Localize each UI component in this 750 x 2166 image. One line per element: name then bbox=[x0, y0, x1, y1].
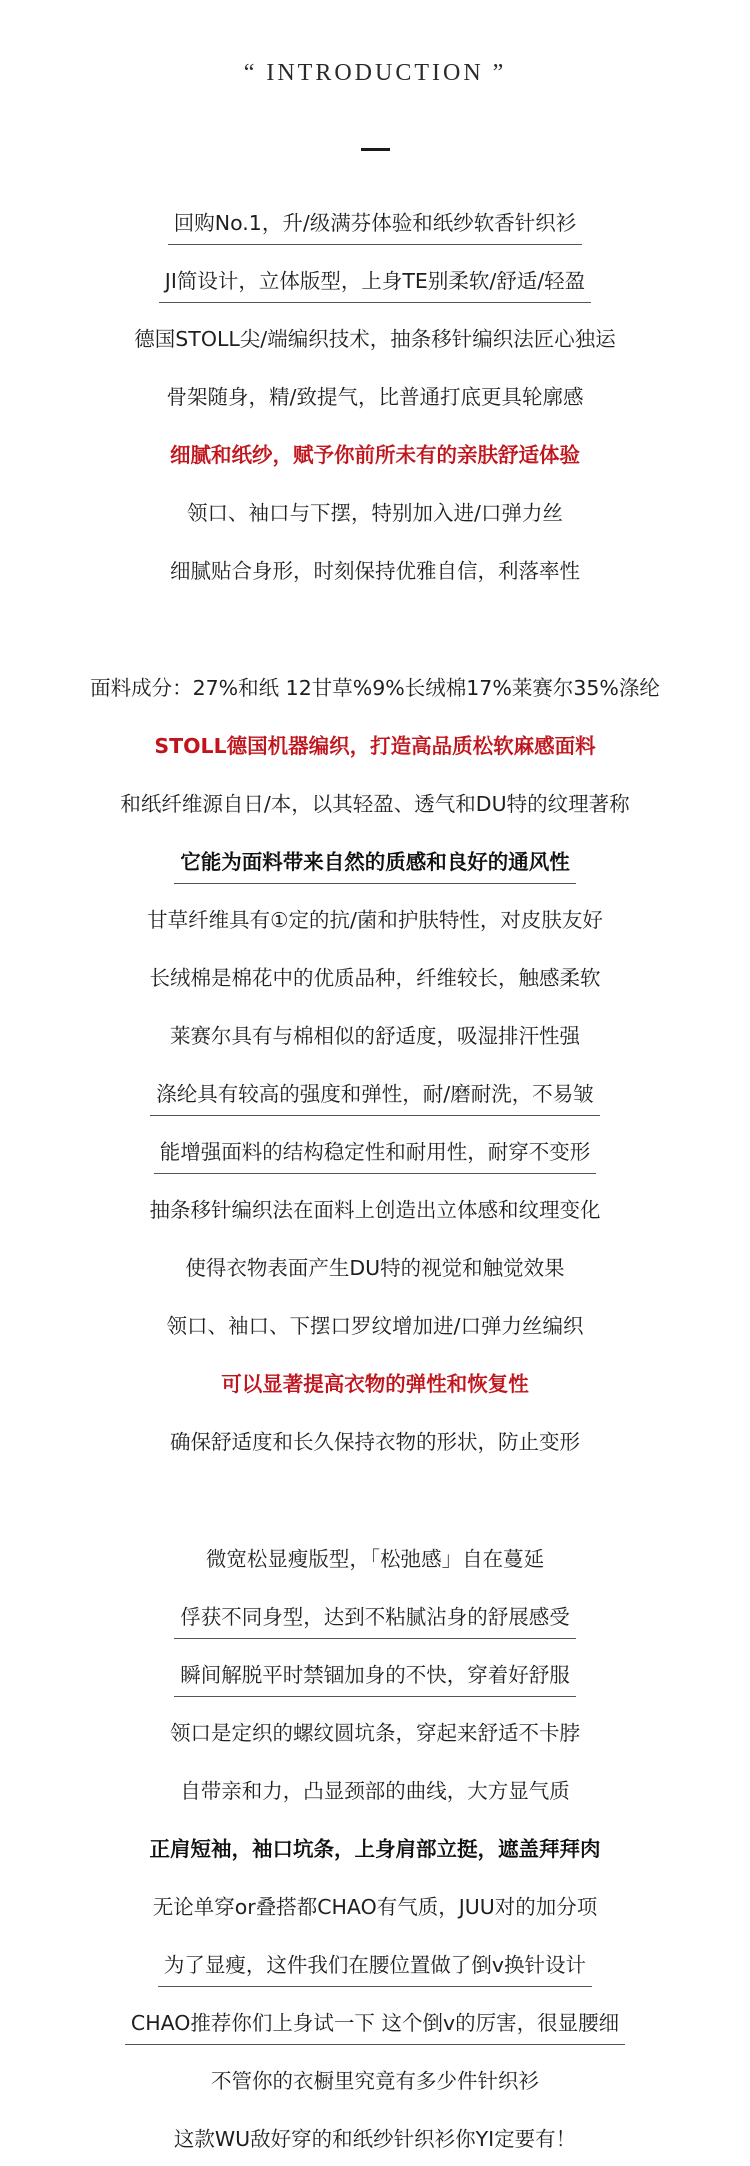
intro-line: 德国STOLL尖/端编织技术，抽条移针编织法匠心独运 bbox=[134, 327, 616, 351]
fabric-line: 能增强面料的结构稳定性和耐用性，耐穿不变形 bbox=[0, 1135, 750, 1169]
fabric-line: 莱赛尔具有与棉相似的舒适度，吸湿排汗性强 bbox=[170, 1024, 580, 1048]
fabric-highlight-line: 可以显著提高衣物的弹性和恢复性 bbox=[221, 1372, 529, 1396]
fit-line: 瞬间解脱平时禁锢加身的不快，穿着好舒服 bbox=[0, 1658, 750, 1692]
fabric-bold-line: 它能为面料带来自然的质感和良好的通风性 bbox=[0, 845, 750, 879]
intro-line: 回购No.1，升/级满芬体验和纸纱软香针织衫 bbox=[0, 206, 750, 240]
fabric-line: 确保舒适度和长久保持衣物的形状，防止变形 bbox=[170, 1430, 580, 1454]
fabric-highlight-line: STOLL德国机器编织，打造高品质松软麻感面料 bbox=[154, 734, 596, 758]
fit-line: CHAO推荐你们上身试一下 这个倒v的厉害，很显腰细 bbox=[0, 2006, 750, 2040]
intro-line: 细腻贴合身形，时刻保持优雅自信，利落率性 bbox=[170, 559, 580, 583]
fit-line: 无论单穿or叠搭都CHAO有气质，JUU对的加分项 bbox=[152, 1895, 598, 1919]
fabric-line: 使得衣物表面产生DU特的视觉和触觉效果 bbox=[185, 1256, 565, 1280]
fit-line: 这款WU敌好穿的和纸纱针织衫你YI定要有！ bbox=[173, 2127, 577, 2151]
intro-line: 骨架随身，精/致提气，比普通打底更具轮廓感 bbox=[166, 385, 584, 409]
fit-line: 为了显瘦，这件我们在腰位置做了倒v换针设计 bbox=[0, 1948, 750, 1982]
fit-line: 微宽松显瘦版型，「松弛感」自在蔓延 bbox=[205, 1547, 545, 1571]
intro-line: JI简设计，立体版型，上身TE别柔软/舒适/轻盈 bbox=[0, 264, 750, 298]
fit-bold-line: 正肩短袖，袖口坑条，上身肩部立挺，遮盖拜拜肉 bbox=[149, 1837, 601, 1861]
fit-line: 不管你的衣橱里究竟有多少件针织衫 bbox=[211, 2069, 539, 2093]
fabric-composition-line: 面料成分：27%和纸 12甘草%9%长绒棉17%莱赛尔35%涤纶 bbox=[90, 676, 660, 700]
fit-line: 自带亲和力，凸显颈部的曲线，大方显气质 bbox=[180, 1779, 570, 1803]
fabric-line: 和纸纤维源自日/本，以其轻盈、透气和DU特的纹理著称 bbox=[120, 792, 630, 816]
intro-line: 领口、袖口与下摆，特别加入进/口弹力丝 bbox=[187, 501, 563, 525]
fabric-line: 领口、袖口、下摆口罗纹增加进/口弹力丝编织 bbox=[166, 1314, 584, 1338]
fit-line: 领口是定织的螺纹圆坑条，穿起来舒适不卡脖 bbox=[170, 1721, 580, 1745]
fabric-line: 涤纶具有较高的强度和弹性，耐/磨耐洗，不易皱 bbox=[0, 1077, 750, 1111]
fabric-line: 抽条移针编织法在面料上创造出立体感和纹理变化 bbox=[149, 1198, 601, 1222]
title-divider bbox=[361, 148, 390, 151]
intro-highlight-line: 细腻和纸纱，赋予你前所未有的亲肤舒适体验 bbox=[170, 443, 580, 467]
fabric-line: 甘草纤维具有①定的抗/菌和护肤特性，对皮肤友好 bbox=[147, 908, 603, 932]
fabric-line: 长绒棉是棉花中的优质品种，纤维较长，触感柔软 bbox=[149, 966, 601, 990]
page-title: “ INTRODUCTION ” bbox=[243, 60, 507, 86]
fit-line: 俘获不同身型，达到不粘腻沾身的舒展感受 bbox=[0, 1600, 750, 1634]
